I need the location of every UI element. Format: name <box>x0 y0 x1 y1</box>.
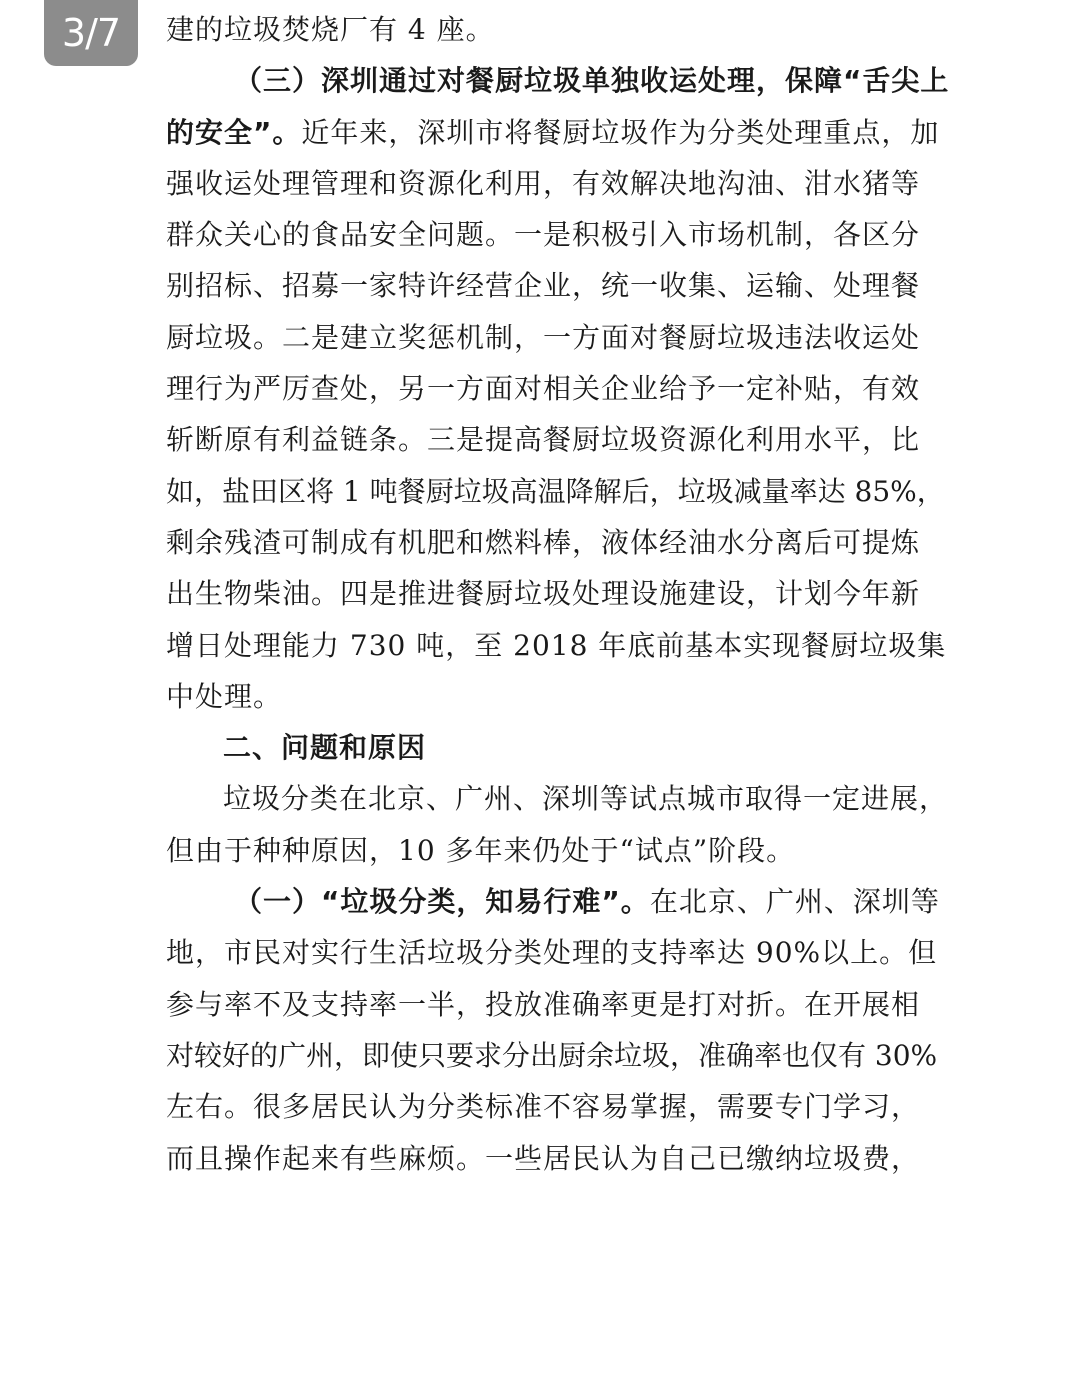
text-line: 如，盐田区将 1 吨餐厨垃圾高温降解后，垃圾减量率达 85%， <box>166 474 945 508</box>
text-line: 别招标、招募一家特许经营企业，统一收集、运输、处理餐 <box>166 269 921 303</box>
text-line: 但由于种种原因，10 多年来仍处于“试点”阶段。 <box>166 833 796 867</box>
text-line: 中处理。 <box>166 679 283 713</box>
text-line: 剩余残渣可制成有机肥和燃料棒，液体经油水分离后可提炼 <box>166 525 921 559</box>
document-body <box>166 4 950 1184</box>
text-line: 群众关心的食品安全问题。一是积极引入市场机制，各区分 <box>166 218 921 252</box>
text-line: 的安全”。近年来，深圳市将餐厨垃圾作为分类处理重点，加 <box>166 115 940 149</box>
text-line: 厨垃圾。二是建立奖惩机制，一方面对餐厨垃圾违法收运处 <box>166 320 921 354</box>
text-line: 参与率不及支持率一半，投放准确率更是打对折。在开展相 <box>166 987 921 1021</box>
text-line: 强收运处理管理和资源化利用，有效解决地沟油、泔水猪等 <box>166 166 921 200</box>
text-line: 建的垃圾焚烧厂有 4 座。 <box>166 13 495 46</box>
text-line: 出生物柴油。四是推进餐厨垃圾处理设施建设，计划今年新 <box>166 577 921 611</box>
text-line: 左右。很多居民认为分类标准不容易掌握，需要专门学习， <box>166 1090 921 1124</box>
text-line: 增日处理能力 730 吨，至 2018 年底前基本实现餐厨垃圾集 <box>166 628 947 662</box>
text-line: 对较好的广州，即使只要求分出厨余垃圾，准确率也仅有 30% <box>166 1038 938 1072</box>
text-line: 而且操作起来有些麻烦。一些居民认为自己已缴纳垃圾费， <box>166 1141 921 1175</box>
page-indicator-badge: 3/7 <box>44 0 138 66</box>
text-line: 斩断原有利益链条。三是提高餐厨垃圾资源化利用水平，比 <box>166 423 921 457</box>
text-line: 垃圾分类在北京、广州、深圳等试点城市取得一定进展， <box>223 782 949 816</box>
section-heading-line: （三）深圳通过对餐厨垃圾单独收运处理，保障“舌尖上 <box>234 64 950 98</box>
chapter-heading: 二、问题和原因 <box>223 731 427 765</box>
text-line: 理行为严厉查处，另一方面对相关企业给予一定补贴，有效 <box>166 372 921 406</box>
text-line: 地，市民对实行生活垃圾分类处理的支持率达 90%以上。但 <box>166 936 938 970</box>
section-heading-line: （一）“垃圾分类，知易行难”。在北京、广州、深圳等 <box>234 885 940 919</box>
